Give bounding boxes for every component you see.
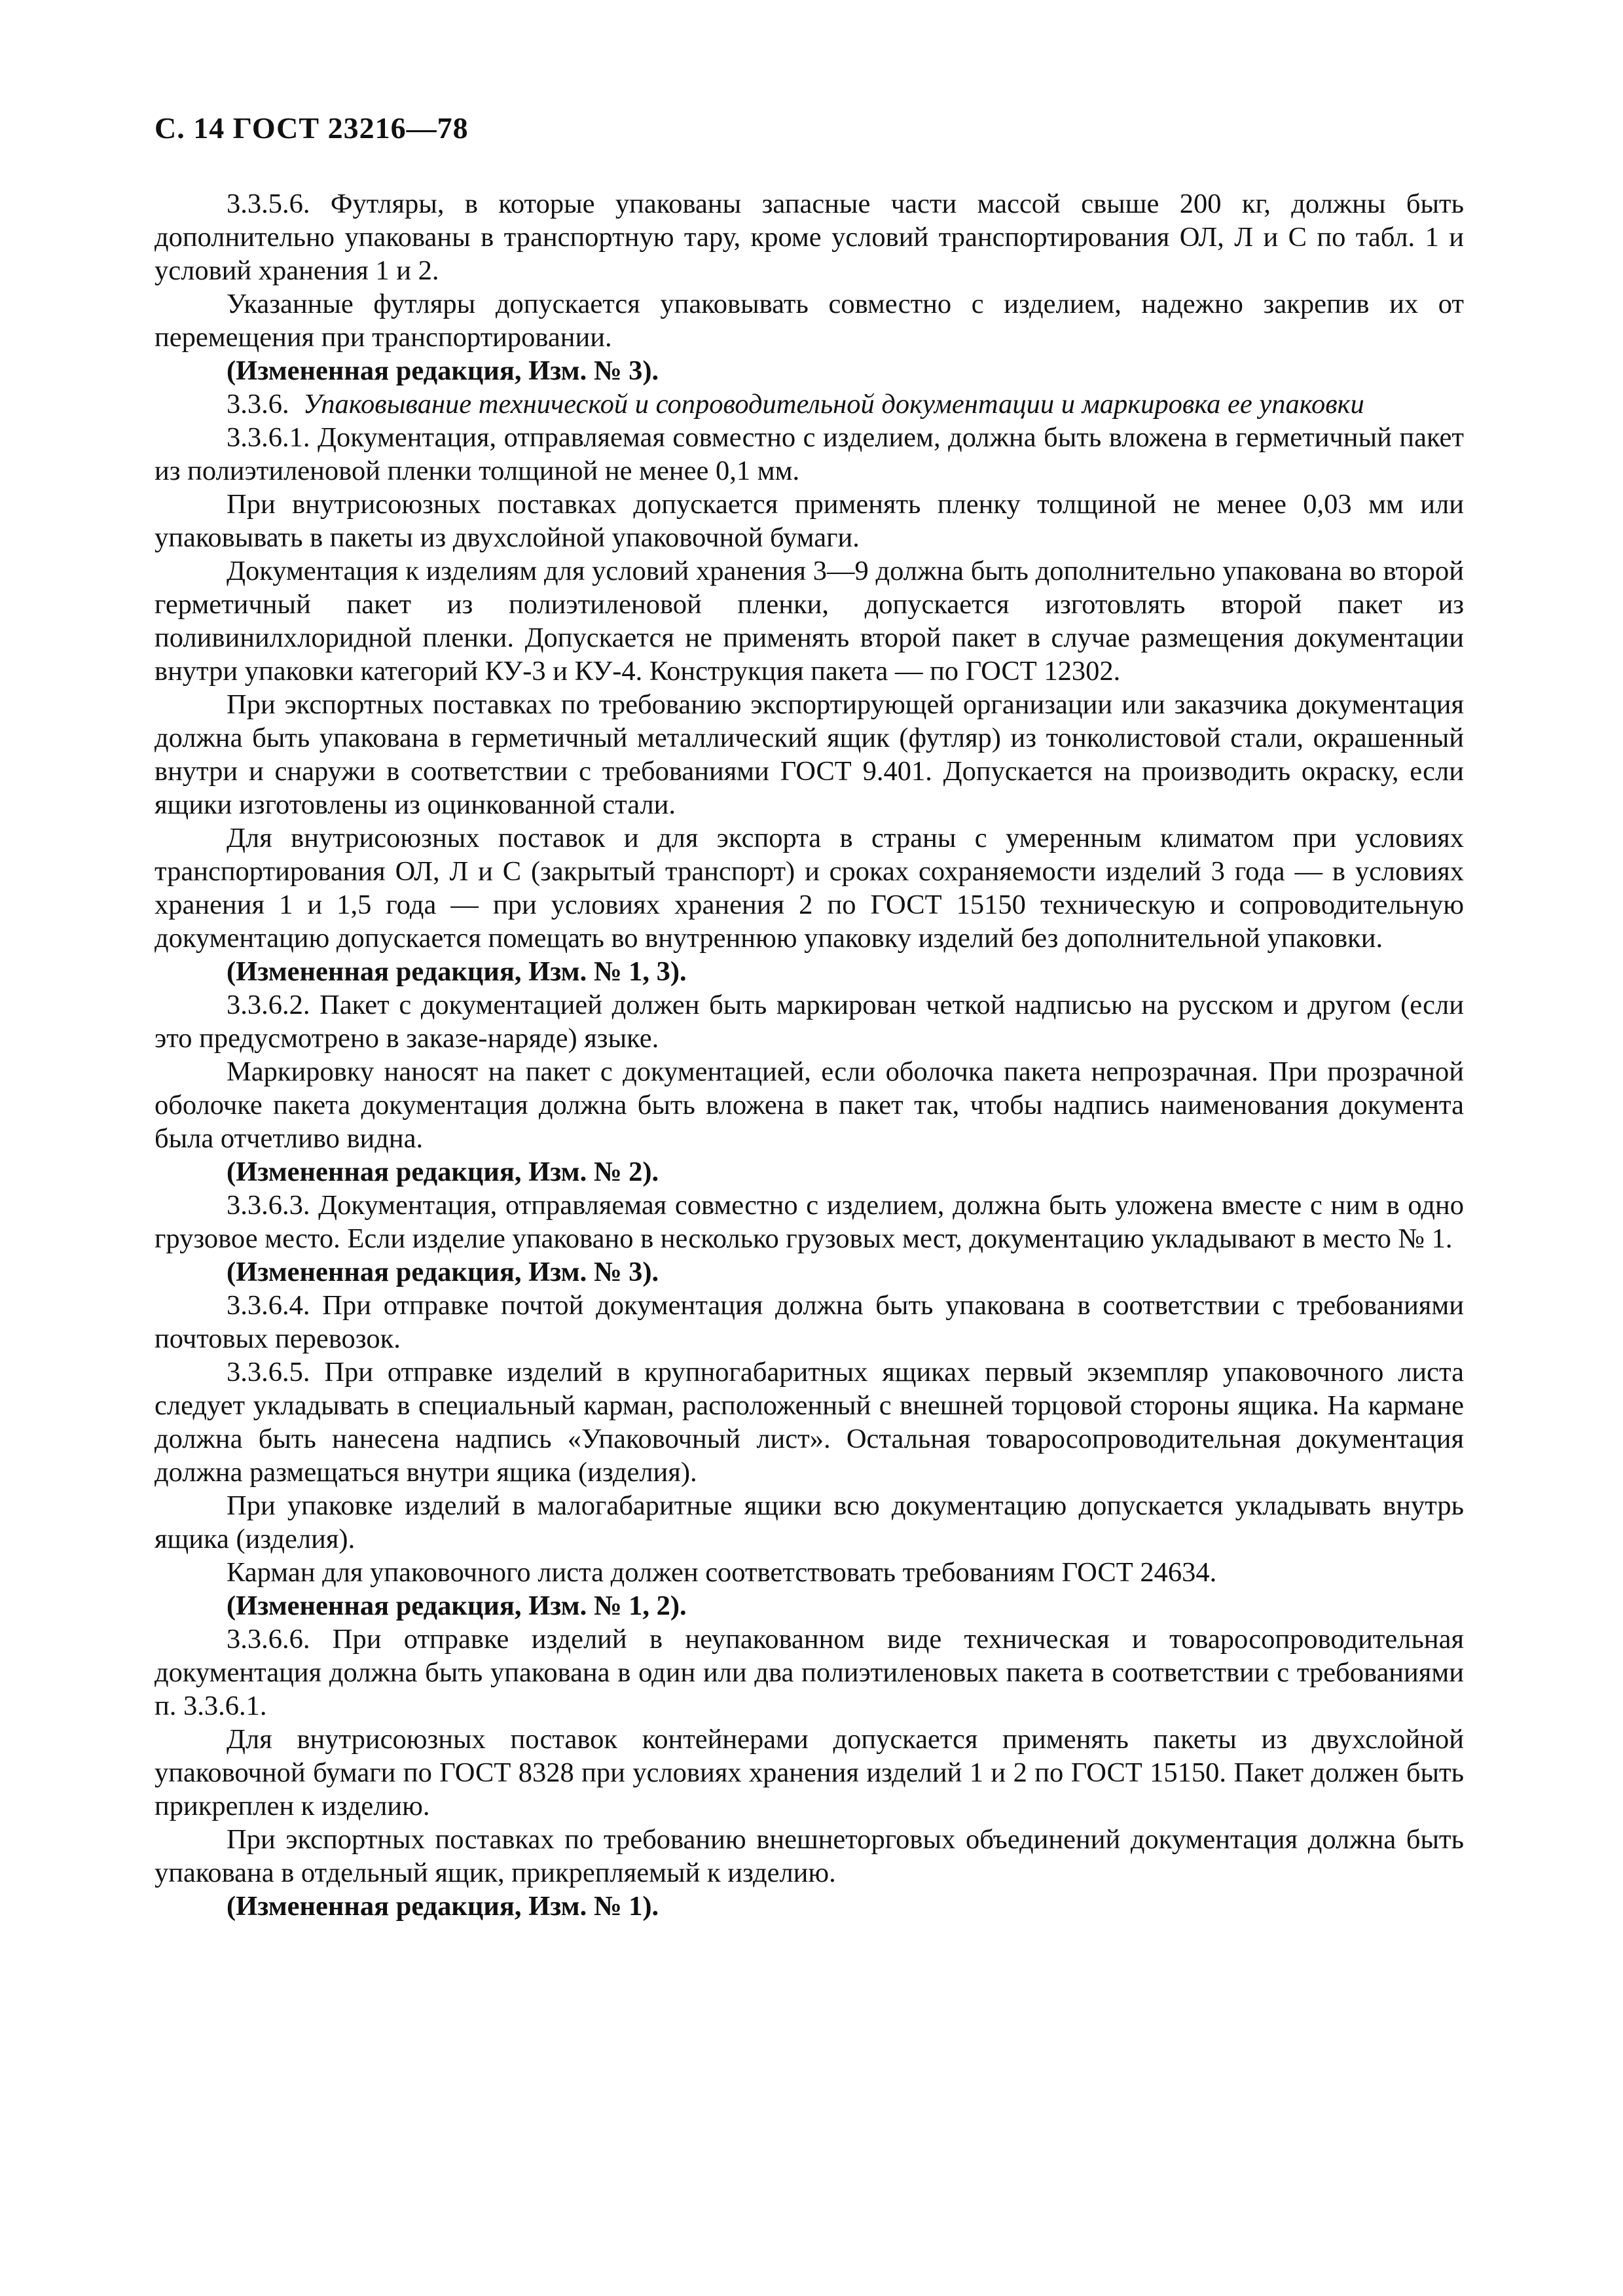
section-heading — [155, 387, 1464, 421]
amendment-note: (Измененная редакция, Изм. № 3). — [227, 1257, 659, 1287]
paragraph: 3.3.6.6. При отправке изделий в неупакованном виде техническая и товаросопроводительная документация должна быть упакована в один или два полиэтиленовых пакета в соответствии с требованиями п. 3.3.6.1. — [155, 1624, 1464, 1721]
paragraph: Документация к изделиям для условий хранения 3—9 должна быть дополнительно упакована во второй герметичный пакет из полиэтиленовой пленки, допускается изготовлять второй пакет из поливинилхлоридной пленки. Допускается не применять второй пакет в случае размещения документации внутри упаковки категорий КУ-3 и КУ-4. Конструкция пакета — по ГОСТ 12302. — [155, 556, 1464, 687]
paragraph: 3.3.5.6. Футляры, в которые упакованы запасные части массой свыше 200 кг, должны быть дополнительно упакованы в транспортную тару, кроме условий транспортирования ОЛ, Л и С по табл. 1 и условий хранения 1 и 2. — [155, 188, 1464, 286]
section-title: Упаковывание технической и сопроводительной документации и маркировка ее упаковки — [302, 389, 1364, 420]
paragraph: 3.3.6.5. При отправке изделий в крупногабаритных ящиках первый экземпляр упаковочного листа следует укладывать в специальный карман, расположенный с внешней торцовой стороны ящика. На кармане должна быть нанесена надпись «Упаковочный лист». Остальная товаросопроводительная документация должна размещаться внутри ящика (изделия). — [155, 1357, 1464, 1488]
amendment-note: (Измененная редакция, Изм. № 1, 3). — [227, 956, 687, 987]
paragraph: Для внутрисоюзных поставок контейнерами допускается применять пакеты из двухслойной упаковочной бумаги по ГОСТ 8328 при условиях хранения изделий 1 и 2 по ГОСТ 15150. Пакет должен быть прикреплен к изделию. — [155, 1724, 1464, 1821]
paragraph: Для внутрисоюзных поставок и для экспорта в страны с умеренным климатом при условиях транспортирования ОЛ, Л и С (закрытый транспорт) и сроках сохраняемости изделий 3 года — в условиях хранения 1 и 1,5 года — при условиях хранения 2 по ГОСТ 15150 техническую и сопроводительную документацию допускается помещать во внутреннюю упаковку изделий без дополнительной упаковки. — [155, 823, 1464, 954]
paragraph: При экспортных поставках по требованию внешнеторговых объединений документация должна быть упакована в отдельный ящик, прикрепляемый к изделию. — [155, 1824, 1464, 1888]
paragraph: При экспортных поставках по требованию экспортирующей организации или заказчика документация должна быть упакована в герметичный металлический ящик (футляр) из тонколистовой стали, окрашенный внутри и снаружи в соответствии с требованиями ГОСТ 9.401. Допускается на производить окраску, если ящики изготовлены из оцинкованной стали. — [155, 689, 1464, 820]
amendment-note: (Измененная редакция, Изм. № 2). — [227, 1157, 659, 1187]
section-number: 3.3.6. — [227, 389, 289, 420]
paragraph: 3.3.6.3. Документация, отправляемая совместно с изделием, должна быть уложена вместе с ним в одно грузовое место. Если изделие упаковано в несколько грузовых мест, документацию укладывают в место № 1. — [155, 1190, 1464, 1254]
paragraph: 3.3.6.4. При отправке почтой документация должна быть упакована в соответствии с требованиями почтовых перевозок. — [155, 1290, 1464, 1354]
paragraph: 3.3.6.1. Документация, отправляемая совместно с изделием, должна быть вложена в герметичный пакет из полиэтиленовой пленки толщиной не менее 0,1 мм. — [155, 422, 1464, 486]
paragraph: 3.3.6.2. Пакет с документацией должен быть маркирован четкой надписью на русском и другом (если это предусмотрено в заказе-наряде) языке. — [155, 990, 1464, 1054]
page-header: С. 14 ГОСТ 23216—78 — [155, 111, 469, 145]
paragraph: При внутрисоюзных поставках допускается применять пленку толщиной не менее 0,03 мм или упаковывать в пакеты из двухслойной упаковочной бумаги. — [155, 489, 1464, 553]
paragraph: При упаковке изделий в малогабаритные ящики всю документацию допускается укладывать внутрь ящика (изделия). — [155, 1490, 1464, 1554]
amendment-note: (Измененная редакция, Изм. № 1). — [227, 1891, 659, 1922]
paragraph: Маркировку наносят на пакет с документацией, если оболочка пакета непрозрачная. При прозрачной оболочке пакета документация должна быть вложена в пакет так, чтобы надпись наименования документа была отчетливо видна. — [155, 1056, 1464, 1154]
document-body — [155, 187, 1464, 1923]
paragraph: Указанные футляры допускается упаковывать совместно с изделием, надежно закрепив их от перемещения при транспортировании. — [155, 289, 1464, 353]
amendment-note: (Измененная редакция, Изм. № 1, 2). — [227, 1590, 687, 1621]
amendment-note: (Измененная редакция, Изм. № 3). — [227, 355, 659, 386]
paragraph: Карман для упаковочного листа должен соответствовать требованиям ГОСТ 24634. — [227, 1557, 1217, 1588]
